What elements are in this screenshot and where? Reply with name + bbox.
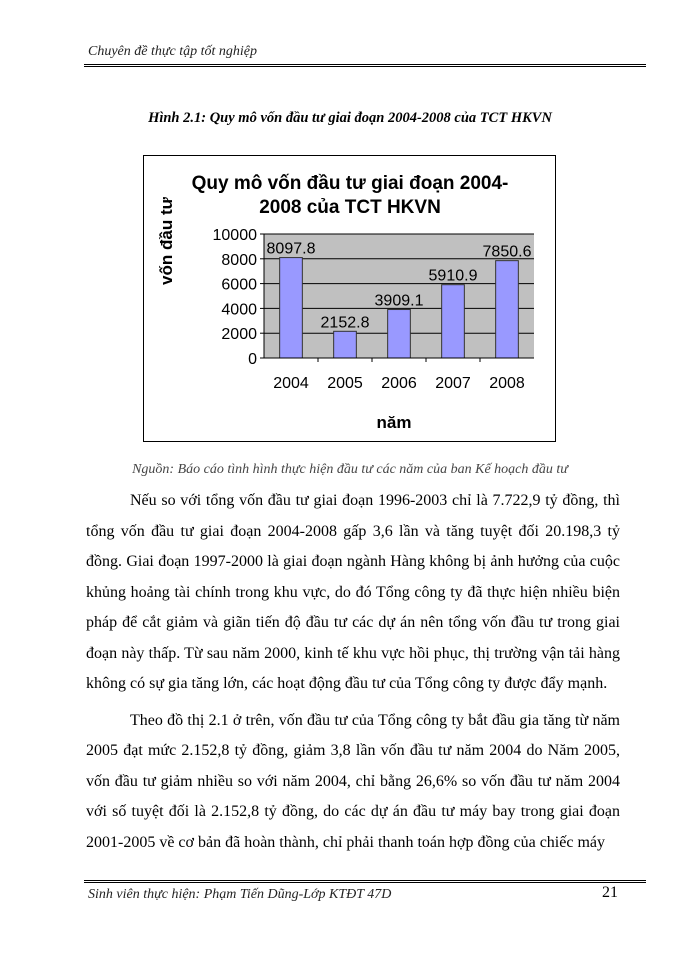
paragraph: Theo đồ thị 2.1 ở trên, vốn đầu tư của Tổng công ty bắt đầu gia tăng từ năm 2005 đạt mức 2.152,8 tỷ đồng, giảm 3,8 lần vốn đầu tư năm 2004 do Năm 2005, vốn đầu tư giảm nhiều so với năm 2004, chỉ bằng 26,6% so vốn đầu tư năm 2004 với số tuyệt đối là 2.152,8 tỷ đồng, do các dự án đầu tư máy bay trong giai đoạn 2001-2005 về cơ bản đã hoàn thành, chỉ phải thanh toán hợp đồng của chiếc máy bbox=[86, 711, 620, 851]
bar bbox=[334, 331, 357, 358]
bar-value-label: 5910.9 bbox=[428, 267, 478, 285]
body-text bbox=[86, 486, 620, 858]
bar bbox=[388, 310, 411, 358]
y-tick-label: 4000 bbox=[221, 301, 257, 319]
y-axis-ticks bbox=[213, 227, 265, 368]
chart-canvas bbox=[144, 156, 557, 443]
bar-chart bbox=[143, 155, 556, 442]
bar bbox=[496, 261, 519, 358]
bar-value-label: 2152.8 bbox=[320, 314, 370, 332]
y-tick-label: 2000 bbox=[221, 326, 257, 344]
chart-title-line-1: Quy mô vốn đầu tư giai đoạn 2004- bbox=[191, 173, 509, 194]
bar-value-label: 3909.1 bbox=[374, 292, 424, 310]
x-tick-label: 2007 bbox=[435, 375, 471, 392]
bar bbox=[442, 285, 465, 358]
page-header: Chuyên đề thực tập tốt nghiệp bbox=[88, 44, 257, 59]
x-tick-label: 2008 bbox=[489, 375, 525, 392]
x-axis-title: năm bbox=[376, 413, 412, 432]
footer-divider bbox=[84, 880, 646, 883]
y-tick-label: 8000 bbox=[221, 251, 257, 269]
page-number: 21 bbox=[602, 884, 618, 901]
y-tick-label: 6000 bbox=[221, 276, 257, 294]
bar-value-label: 7850.6 bbox=[482, 243, 532, 261]
figure-caption: Hình 2.1: Quy mô vốn đầu tư giai đoạn 2004-2008 của TCT HKVN bbox=[148, 110, 552, 126]
y-tick-label: 0 bbox=[248, 351, 257, 368]
figure-source: Nguồn: Báo cáo tình hình thực hiện đầu tư các năm của ban Kế hoạch đầu tư bbox=[132, 462, 568, 477]
x-axis-ticks bbox=[273, 358, 525, 392]
y-axis-title: vốn đầu tư bbox=[157, 197, 176, 285]
chart-title-line-2: 2008 của TCT HKVN bbox=[259, 197, 441, 218]
header-divider bbox=[84, 64, 646, 67]
bar-value-label: 8097.8 bbox=[266, 240, 316, 258]
x-tick-label: 2005 bbox=[327, 375, 363, 392]
paragraph: Nếu so với tổng vốn đầu tư giai đoạn 1996-2003 chỉ là 7.722,9 tỷ đồng, thì tổng vốn đầu tư giai đoạn 2004-2008 gấp 3,6 lần và tăng tuyệt đối 20.198,3 tỷ đồng. Giai đoạn 1997-2000 là giai đoạn ngành Hàng không bị ảnh hưởng của cuộc khủng hoảng tài chính trong khu vực, do đó Tổng công ty đã thực hiện nhiều biện pháp để cắt giảm và giãn tiến độ đầu tư các dự án nên tổng vốn đầu tư trong giai đoạn này thấp. Từ sau năm 2000, kinh tế khu vực hồi phục, thị trường vận tải hàng không có sự gia tăng lớn, các hoạt động đầu tư của Tổng công ty được đẩy mạnh. bbox=[86, 492, 620, 692]
y-tick-label: 10000 bbox=[212, 227, 257, 244]
x-tick-label: 2006 bbox=[381, 375, 417, 392]
page-footer: Sinh viên thực hiện: Phạm Tiến Dũng-Lớp KTĐT 47D bbox=[88, 887, 392, 902]
bar bbox=[280, 258, 303, 358]
x-tick-label: 2004 bbox=[273, 375, 309, 392]
